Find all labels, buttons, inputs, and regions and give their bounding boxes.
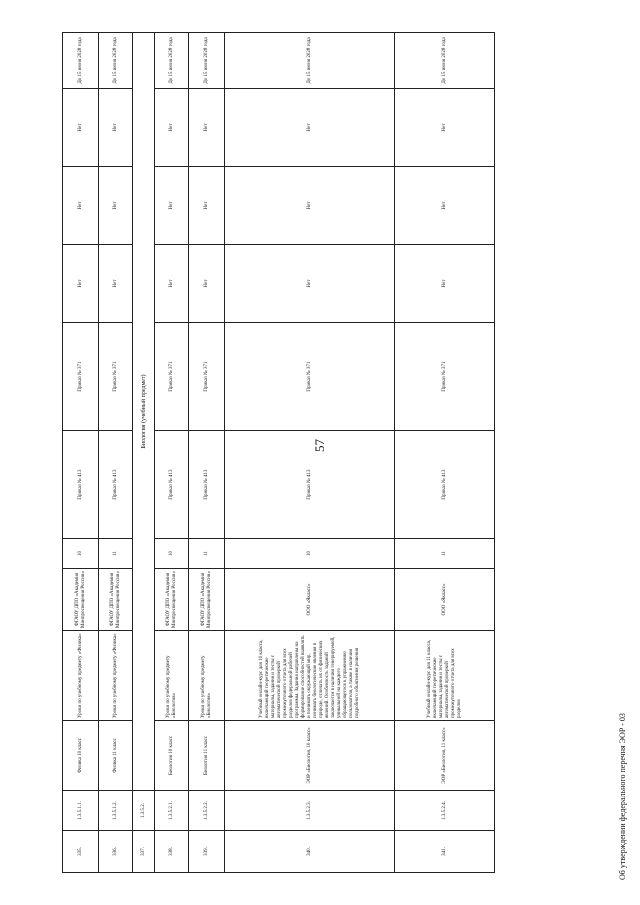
row-date: До 15 июня 2028 года bbox=[189, 33, 225, 89]
table-row bbox=[189, 33, 225, 873]
eor-table bbox=[62, 32, 495, 873]
row-organization: ФГАОУ ДПО «Академия Минпросвещения России» bbox=[189, 569, 225, 631]
row-date: До 15 июня 2028 года bbox=[395, 33, 495, 89]
row-col-3: Нет bbox=[155, 89, 189, 167]
row-order-371: Приказ № 371 bbox=[63, 323, 99, 431]
row-col-3: Нет bbox=[225, 89, 395, 167]
row-col-3: Нет bbox=[395, 89, 495, 167]
row-organization: ООО «Якласс» bbox=[225, 569, 395, 631]
row-col-2: Нет bbox=[99, 167, 133, 245]
row-order-371: Приказ № 371 bbox=[155, 323, 189, 431]
row-date: До 15 июня 2028 года bbox=[99, 33, 133, 89]
row-order-413: Приказ № 413 bbox=[225, 431, 395, 539]
row-col-1: Нет bbox=[63, 245, 99, 323]
row-code: 1.3.5.2.3. bbox=[225, 791, 395, 831]
row-number: 335. bbox=[63, 831, 99, 873]
row-title: Биология 11 класс bbox=[189, 721, 225, 791]
row-col-1: Нет bbox=[395, 245, 495, 323]
row-content: Учебный онлайн-курс для 10 класса, включающий теоретические материалы, задания и тесты с автоматической проверкой промежуточного отчета для всех разделов федеральной рабочей программы. Задания направлены на формирование способностей выявлять и понимать окружающий мир, понимать биологические явления в природе, отличать их от физических явлений. Особенность заданий заключается в наличии генерируемой, уникальной на каждого обращающегося к упражнению пользователя, а также в наличии подробного объяснения решения bbox=[225, 631, 395, 721]
footer-text: Об утверждении федерального перечня ЭОР - 03 bbox=[618, 713, 627, 880]
row-title: Биология 10 класс bbox=[155, 721, 189, 791]
category-heading: Биология (учебный предмет) bbox=[133, 33, 155, 791]
row-col-1: Нет bbox=[225, 245, 395, 323]
row-order-413: Приказ № 413 bbox=[189, 431, 225, 539]
table-row bbox=[395, 33, 495, 873]
row-order-413: Приказ № 413 bbox=[155, 431, 189, 539]
row-organization: ФГАОУ ДПО «Академия Минпросвещения России» bbox=[99, 569, 133, 631]
row-number: 337. bbox=[133, 831, 155, 873]
row-content: Учебный онлайн-курс для 11 класса, включающий теоретические материалы, задания и тесты с автоматической проверкой промежуточного отчета для всех разделов bbox=[395, 631, 495, 721]
row-col-3: Нет bbox=[189, 89, 225, 167]
row-order-371: Приказ № 371 bbox=[99, 323, 133, 431]
row-title: ЭОР «Биология, 11 класс» bbox=[395, 721, 495, 791]
row-number: 339. bbox=[189, 831, 225, 873]
row-code: 1.3.5.1.2. bbox=[99, 791, 133, 831]
row-order-371: Приказ № 371 bbox=[225, 323, 395, 431]
row-order-371: Приказ № 371 bbox=[189, 323, 225, 431]
row-number: 338. bbox=[155, 831, 189, 873]
row-content: Уроки по учебному предмету «Физика» bbox=[99, 631, 133, 721]
row-content: Уроки по учебному предмету «Биология» bbox=[155, 631, 189, 721]
row-date: До 15 июня 2028 года bbox=[63, 33, 99, 89]
row-title: Физика 11 класс bbox=[99, 721, 133, 791]
row-code: 1.3.5.1.1. bbox=[63, 791, 99, 831]
row-order-413: Приказ № 413 bbox=[63, 431, 99, 539]
table-row bbox=[63, 33, 99, 873]
row-grade: 10 bbox=[155, 539, 189, 569]
row-date: До 15 июня 2028 года bbox=[155, 33, 189, 89]
row-col-1: Нет bbox=[189, 245, 225, 323]
row-date: До 15 июня 2028 года bbox=[225, 33, 395, 89]
row-grade: 11 bbox=[99, 539, 133, 569]
row-col-3: Нет bbox=[99, 89, 133, 167]
row-order-413: Приказ № 413 bbox=[99, 431, 133, 539]
row-number: 336. bbox=[99, 831, 133, 873]
row-grade: 11 bbox=[395, 539, 495, 569]
row-content: Уроки по учебному предмету «Биология» bbox=[189, 631, 225, 721]
row-order-413: Приказ № 413 bbox=[395, 431, 495, 539]
row-grade: 10 bbox=[63, 539, 99, 569]
row-col-2: Нет bbox=[63, 167, 99, 245]
table-body bbox=[63, 33, 495, 873]
row-organization: ФГАОУ ДПО «Академия Минпросвещения России» bbox=[63, 569, 99, 631]
row-col-2: Нет bbox=[395, 167, 495, 245]
row-col-2: Нет bbox=[155, 167, 189, 245]
row-title: Физика 10 класс bbox=[63, 721, 99, 791]
row-col-2: Нет bbox=[189, 167, 225, 245]
table-row bbox=[99, 33, 133, 873]
page-number: 57 bbox=[312, 439, 327, 452]
row-content: Уроки по учебному предмету «Физика» bbox=[63, 631, 99, 721]
row-code: 1.3.5.2.4. bbox=[395, 791, 495, 831]
row-title: ЭОР «Биология, 10 класс» bbox=[225, 721, 395, 791]
row-grade: 11 bbox=[189, 539, 225, 569]
row-code: 1.3.5.2.1. bbox=[155, 791, 189, 831]
table-row bbox=[155, 33, 189, 873]
table-row bbox=[225, 33, 395, 873]
row-col-1: Нет bbox=[155, 245, 189, 323]
row-col-3: Нет bbox=[63, 89, 99, 167]
row-col-1: Нет bbox=[99, 245, 133, 323]
row-organization: ФГАОУ ДПО «Академия Минпросвещения России» bbox=[155, 569, 189, 631]
row-number: 340. bbox=[225, 831, 395, 873]
row-code: 1.3.5.2.2. bbox=[189, 791, 225, 831]
row-number: 341. bbox=[395, 831, 495, 873]
row-col-2: Нет bbox=[225, 167, 395, 245]
row-code: 1.3.5.2. bbox=[133, 791, 155, 831]
row-organization: ООО «Якласс» bbox=[395, 569, 495, 631]
row-grade: 10 bbox=[225, 539, 395, 569]
row-order-371: Приказ № 371 bbox=[395, 323, 495, 431]
rotated-table-container bbox=[62, 33, 542, 873]
table-row bbox=[133, 33, 155, 873]
